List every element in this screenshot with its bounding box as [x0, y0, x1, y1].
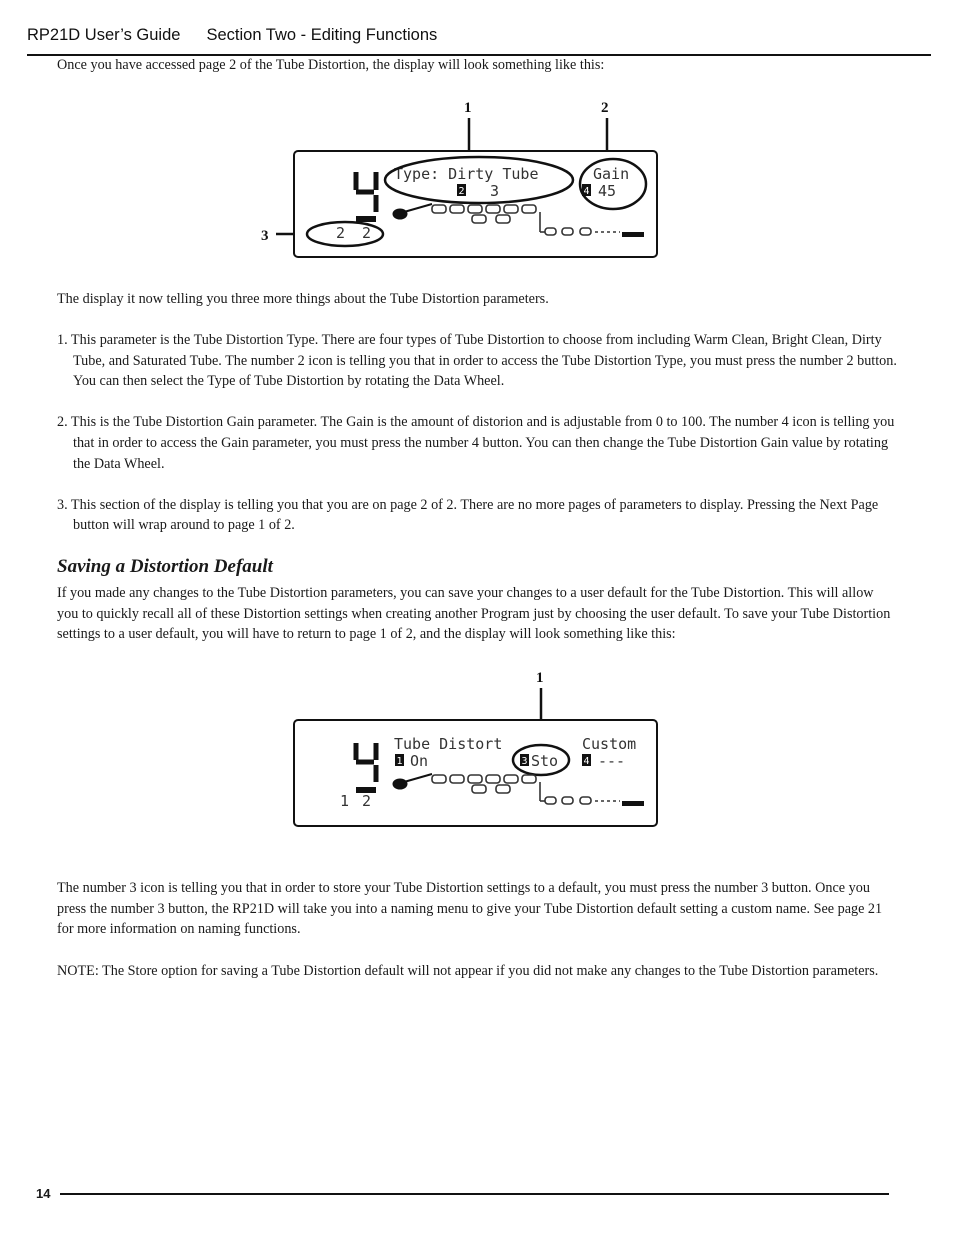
gain-button-icon: 4 [583, 186, 590, 197]
custom-value: --- [598, 752, 626, 770]
intro-paragraph: Once you have accessed page 2 of the Tube Distortion, the display will look something like this: [57, 57, 605, 73]
on-button-icon: 1 [396, 756, 403, 767]
saving-paragraph: If you made any changes to the Tube Distortion parameters, you can save your changes to a user default for the Tube Distortion. This will allow you to quickly recall all of these Distortion settings when creating another Program just by choosing the user default. To save your Tube Distortion settings to a user default, you will have to return to page 1 of 2, and the display will look something like this: [57, 585, 891, 643]
page-current: 2 [336, 224, 346, 242]
custom-label: Custom [582, 735, 637, 753]
page-number: 14 [36, 1186, 51, 1201]
custom-button-icon: 4 [583, 756, 590, 767]
note-paragraph: NOTE: The Store option for saving a Tube Distortion default will not appear if you did not make any changes to the Tube Distortion parameters. [57, 963, 879, 979]
footer-rule [60, 1193, 889, 1195]
summary-paragraph: The display it now telling you three more things about the Tube Distortion parameters. [57, 291, 549, 307]
callout-3: 3 [261, 228, 269, 244]
callout-2: 2 [601, 100, 609, 116]
title-text: Tube Distort [394, 735, 503, 753]
store-paragraph: The number 3 icon is telling you that in order to store your Tube Distortion settings to a default, you must press the number 3 button. Once you press the number 3 button, the RP21D will take you into a naming menu to give your Tube Distortion default setting a custom name. See page 21 for more information on naming functions. [57, 880, 883, 938]
store-value: Sto [531, 752, 559, 770]
page-current: 1 [340, 792, 350, 810]
type-value: 3 [490, 182, 500, 200]
list-item: 1. This parameter is the Tube Distortion Type. There are four types of Tube Distortion to choose from including Warm Clean, Bright Clean, Dirty Tube, and Saturated Tube. The number 2 icon is telling you that in order to access the Tube Distortion Type, you must press the number 2 button. You can then select the Type of Tube Distortion by rotating the Data Wheel. [57, 332, 897, 390]
section-title: Section Two - Editing Functions [206, 26, 438, 44]
gain-value: 45 [598, 182, 617, 200]
list-item: 2. This is the Tube Distortion Gain parameter. The Gain is the amount of distorion and is adjustable from 0 to 100. The number 4 icon is telling you that in order to access the Gain parameter, you must press the number 4 button. You can then change the Tube Distortion Gain value by rotating the Data Wheel. [57, 414, 895, 472]
type-button-icon: 2 [458, 186, 465, 197]
gain-label: Gain [593, 165, 630, 183]
callout-1: 1 [536, 670, 544, 686]
callout-1: 1 [464, 100, 472, 116]
on-value: On [410, 752, 429, 770]
guide-title: RP21D User’s Guide [27, 26, 181, 44]
section-heading: Saving a Distortion Default [57, 556, 273, 577]
page-total: 2 [362, 224, 372, 242]
page-total: 2 [362, 792, 372, 810]
store-button-icon: 3 [521, 756, 528, 767]
type-text: Type: Dirty Tube [394, 165, 539, 183]
list-item: 3. This section of the display is telling you that you are on page 2 of 2. There are no more pages of parameters to display. Pressing the Next Page button will wrap around to page 1 of 2. [57, 496, 879, 534]
